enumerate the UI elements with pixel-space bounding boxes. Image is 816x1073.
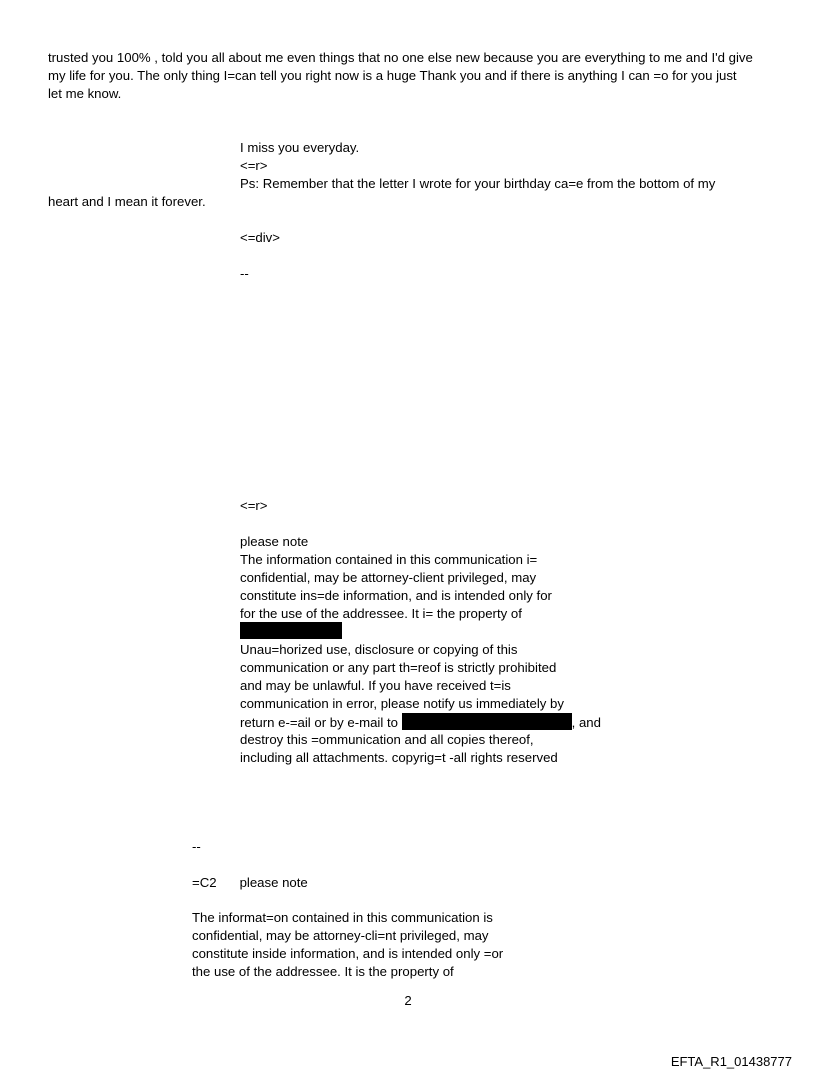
text-line: for the use of the addressee. It i= the property of xyxy=(240,606,522,621)
text-line: trusted you 100% , told you all about me even things that no one else new because you are everything to me and I'd give xyxy=(48,50,753,65)
text-line xyxy=(240,713,601,732)
text-segment: return e-=ail or by e-mail to xyxy=(240,715,398,730)
text-line: the use of the addressee. It is the property of xyxy=(192,964,454,979)
notice-heading: please note xyxy=(239,875,308,890)
text-line: communication in error, please notify us immediately by xyxy=(240,696,564,711)
text-line: communication or any part th=reof is strictly prohibited xyxy=(240,660,557,675)
document-id: EFTA_R1_01438777 xyxy=(670,1054,792,1069)
notice-heading: please note xyxy=(240,534,309,549)
text-line: including all attachments. copyrig=t -all rights reserved xyxy=(240,750,558,765)
text-segment: =C2 xyxy=(192,875,217,890)
text-segment: , and xyxy=(571,715,601,730)
text-line: <=r> xyxy=(240,498,268,513)
redaction-block xyxy=(240,622,342,641)
text-line: heart and I mean it forever. xyxy=(48,194,206,209)
redaction-bar xyxy=(402,713,572,730)
text-line: destroy this =ommunication and all copies thereof, xyxy=(240,732,534,747)
text-line: The informat=on contained in this communication is xyxy=(192,910,493,925)
text-line: confidential, may be attorney-client privileged, may xyxy=(240,570,537,585)
text-line: -- xyxy=(240,266,249,281)
text-line: Ps: Remember that the letter I wrote for your birthday ca=e from the bottom of my xyxy=(240,176,716,191)
text-line: The information contained in this communication i= xyxy=(240,552,538,567)
text-line: I miss you everyday. xyxy=(240,140,360,155)
text-line: and may be unlawful. If you have received t=is xyxy=(240,678,511,693)
text-line: my life for you. The only thing I=can tell you right now is a huge Thank you and if there is anything I can =o for you just xyxy=(48,68,737,83)
text-line: <=div> xyxy=(240,230,280,245)
text-line xyxy=(192,874,308,892)
text-line: <=r> xyxy=(240,158,268,173)
redaction-bar xyxy=(240,622,342,639)
text-line: let me know. xyxy=(48,86,122,101)
page-number: 2 xyxy=(404,993,412,1008)
text-line: confidential, may be attorney-cli=nt privileged, may xyxy=(192,928,489,943)
text-line: constitute inside information, and is intended only =or xyxy=(192,946,504,961)
text-line: constitute ins=de information, and is intended only for xyxy=(240,588,552,603)
text-line: Unau=horized use, disclosure or copying of this xyxy=(240,642,518,657)
text-line: -- xyxy=(192,839,201,854)
